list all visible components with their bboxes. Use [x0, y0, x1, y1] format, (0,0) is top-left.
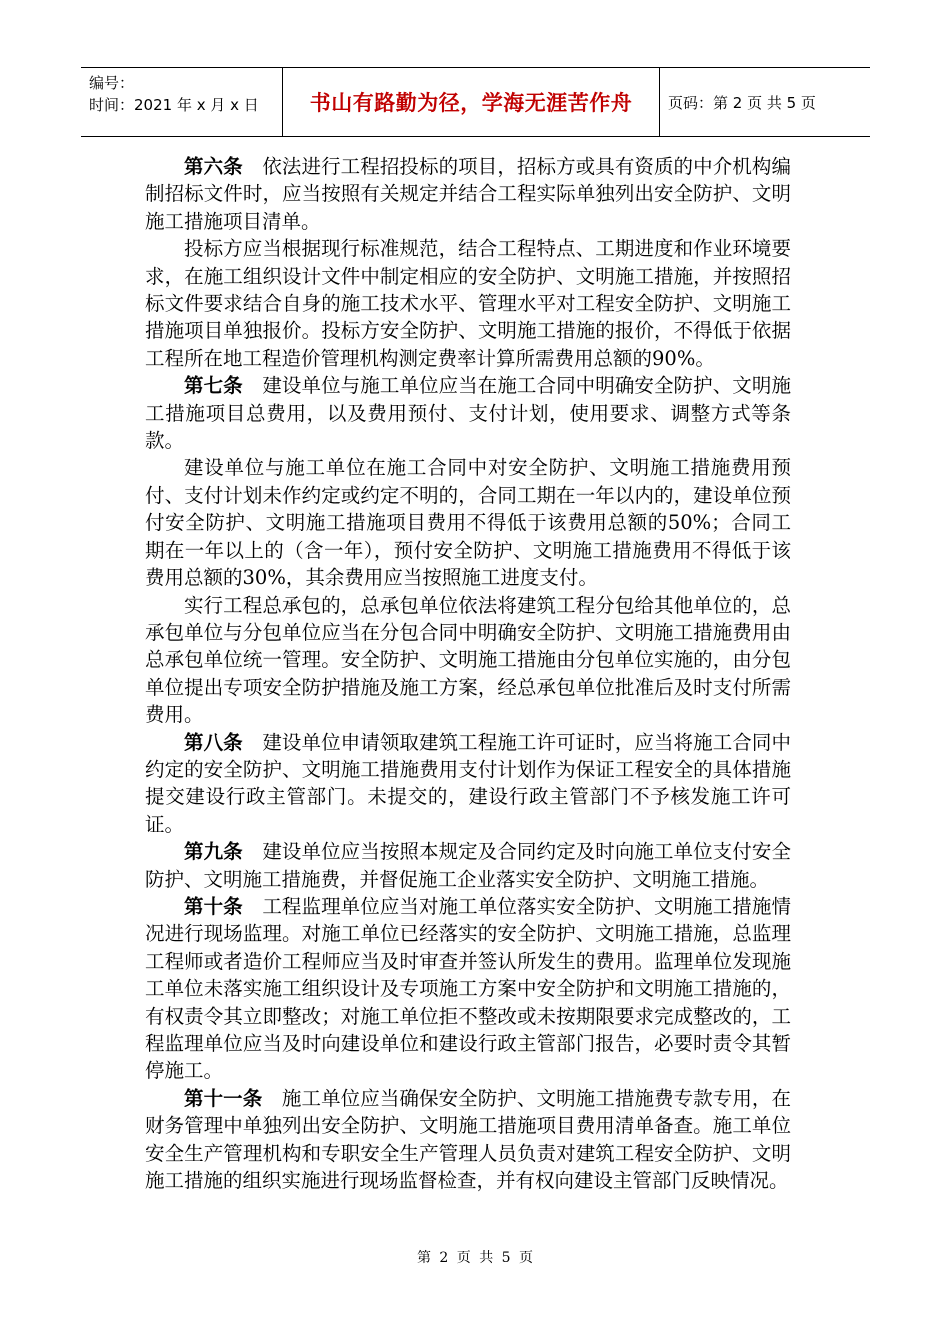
header-page-info: 页码：第 2 页 共 5 页: [668, 93, 816, 112]
article-heading: 第九条: [184, 840, 243, 864]
paragraph-article-10: [145, 893, 791, 1085]
article-heading: 第七条: [184, 374, 243, 398]
document-number-label: 编号：: [89, 74, 135, 92]
article-heading: 第十一条: [184, 1086, 263, 1110]
paragraph-article-6-bidder: [145, 235, 791, 372]
paragraph-text: 依法进行工程招投标的项目，招标方或具有资质的中介机构编制招标文件时，应当按照有关规定并结合工程实际单独列出安全防护、文明施工措施项目清单。: [145, 155, 791, 233]
paragraph-article-8: [145, 729, 791, 839]
paragraph-article-7-prepayment: [145, 454, 791, 591]
paragraph-text: 建设单位与施工单位应当在施工合同中明确安全防护、文明施工措施项目总费用，以及费用预付、支付计划，使用要求、调整方式等条款。: [145, 374, 791, 453]
paragraph-text: 实行工程总承包的，总承包单位依法将建筑工程分包给其他单位的，总承包单位与分包单位应当在分包合同中明确安全防护、文明施工措施费用由总承包单位统一管理。安全防护、文明施工措施由分包单位实施的，由分包单位提出专项安全防护措施及施工方案，经总承包单位批准后及时支付所需费用。: [145, 593, 791, 727]
article-heading: 第六条: [184, 155, 243, 178]
header-meta-cell: [81, 68, 283, 136]
page-header: [81, 67, 870, 137]
paragraph-article-7-general-contract: [145, 592, 791, 729]
article-heading: 第八条: [184, 730, 243, 754]
paragraph-article-9: [145, 838, 791, 893]
page-footer: 第 2 页 共 5 页: [416, 1250, 534, 1266]
article-heading: 第十条: [184, 894, 243, 918]
header-motto: 书山有路勤为径，学海无涯苦作舟: [283, 68, 660, 136]
paragraph-article-11: [145, 1085, 791, 1195]
paragraph-text: 建设单位应当按照本规定及合同约定及时向施工单位支付安全防护、文明施工措施费，并督促施工企业落实安全防护、文明施工措施。: [145, 840, 791, 891]
paragraph-article-7: [145, 372, 791, 454]
document-date: 时间：2021 年 x 月 x 日: [89, 96, 259, 114]
paragraph-text: 建设单位与施工单位在施工合同中对安全防护、文明施工措施费用预付、支付计划未作约定或约定不明的，合同工期在一年以内的，建设单位预付安全防护、文明施工措施项目费用不得低于该费用总额的50%；合同工期在一年以上的（含一年），预付安全防护、文明施工措施费用不得低于该费用总额的30%，其余费用应当按照施工进度支付。: [145, 456, 791, 590]
paragraph-text: 施工单位应当确保安全防护、文明施工措施费专款专用，在财务管理中单独列出安全防护、文明施工措施项目费用清单备查。施工单位安全生产管理机构和专职安全生产管理人员负责对建筑工程安全防护、文明施工措施的组织实施进行现场监督检查，并有权向建设主管部门反映情况。: [145, 1086, 791, 1193]
paragraph-article-6: [145, 153, 791, 235]
document-body: [145, 153, 791, 1194]
paragraph-text: 投标方应当根据现行标准规范，结合工程特点、工期进度和作业环境要求，在施工组织设计文件中制定相应的安全防护、文明施工措施，并按照招标文件要求结合自身的施工技术水平、管理水平对工程安全防护、文明施工措施项目单独报价。投标方安全防护、文明施工措施的报价，不得低于依据工程所在地工程造价管理机构测定费率计算所需费用总额的90%。: [145, 237, 791, 370]
paragraph-text: 建设单位申请领取建筑工程施工许可证时，应当将施工合同中约定的安全防护、文明施工措施费用支付计划作为保证工程安全的具体措施提交建设行政主管部门。未提交的，建设行政主管部门不予核发施工许可证。: [145, 730, 791, 836]
paragraph-text: 工程监理单位应当对施工单位落实安全防护、文明施工措施情况进行现场监理。对施工单位已经落实的安全防护、文明施工措施，总监理工程师或者造价工程师应当及时审查并签认所发生的费用。监理单位发现施工单位未落实施工组织设计及专项施工方案中安全防护和文明施工措施的，有权责令其立即整改；对施工单位拒不整改或未按期限要求完成整改的，工程监理单位应当及时向建设单位和建设行政主管部门报告，必要时责令其暂停施工。: [145, 894, 791, 1083]
